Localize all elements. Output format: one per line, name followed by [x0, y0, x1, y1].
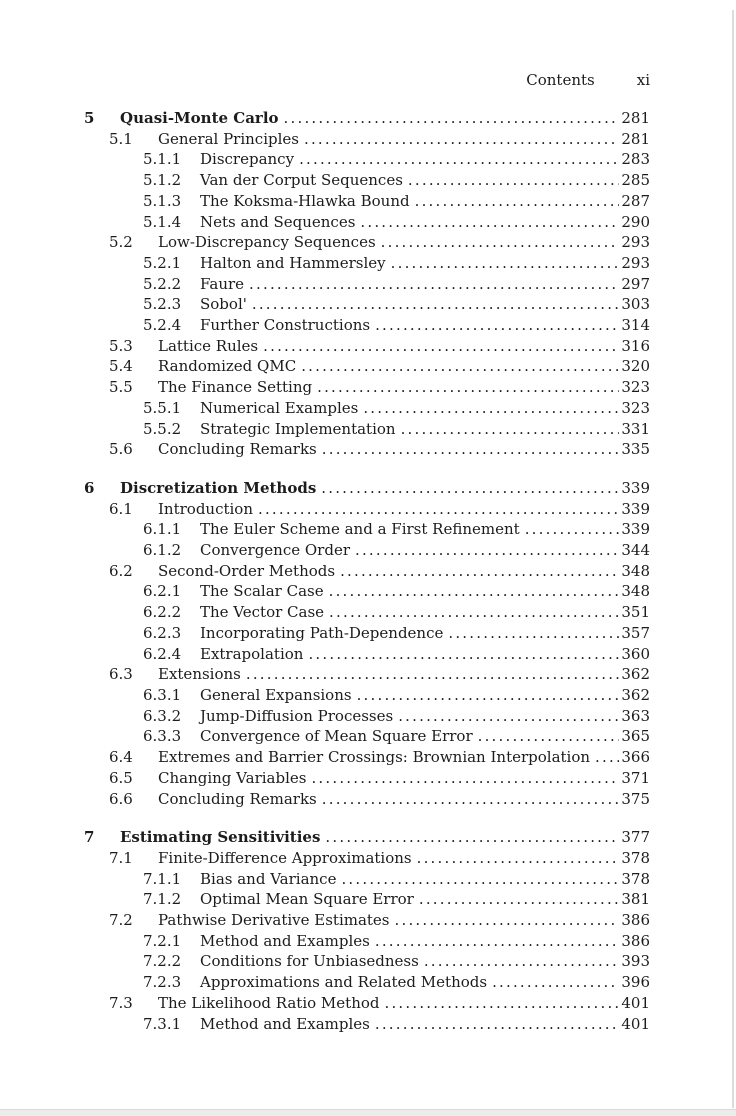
toc-entry-page: 351: [621, 603, 650, 622]
toc-entry-title: Sobol': [200, 295, 247, 314]
toc-row-section-6.3: [84, 664, 650, 685]
toc-entry-title: Conditions for Unbiasedness: [200, 952, 419, 971]
toc-entry-title: Optimal Mean Square Error: [200, 890, 414, 909]
toc-entry-page: 287: [621, 191, 650, 210]
toc-entry-number: 5.1.4: [143, 212, 182, 231]
toc-row-section-5.1.3: [84, 191, 650, 212]
dot-leader: [299, 149, 619, 170]
toc-row-section-6.2.2: [84, 602, 650, 623]
dot-leader: [448, 623, 619, 644]
toc-row-section-5.1.4: [84, 212, 650, 233]
toc-entry-number: 7: [84, 828, 95, 847]
toc-row-section-7.2.3: [84, 972, 650, 993]
toc-row-section-7.2.2: [84, 951, 650, 972]
toc-entry-title: Bias and Variance: [200, 869, 337, 888]
dot-leader: [375, 1014, 620, 1035]
toc-row-section-5.2.3: [84, 294, 650, 315]
toc-entry-title: Discrepancy: [200, 150, 295, 169]
toc-row-section-7.1.2: [84, 889, 650, 910]
toc-entry-page: 357: [621, 623, 650, 642]
toc-entry-page: 339: [621, 478, 650, 497]
dot-leader: [492, 972, 619, 993]
toc-entry-page: 386: [621, 931, 650, 950]
toc-entry-number: 5.2: [109, 233, 133, 252]
dot-leader: [308, 644, 619, 665]
toc-entry-page: 363: [621, 706, 650, 725]
dot-leader: [417, 848, 620, 869]
toc-row-section-6.3.2: [84, 706, 650, 727]
dot-leader: [595, 747, 619, 768]
toc-entry-page: 365: [621, 727, 650, 746]
toc-entry-page: 371: [621, 768, 650, 787]
toc-entry-page: 335: [621, 440, 650, 459]
toc-row-section-6.1.2: [84, 540, 650, 561]
toc-entry-title: Halton and Hammersley: [200, 253, 386, 272]
toc-entry-number: 7.2: [109, 911, 133, 930]
toc-entry-page: 285: [621, 171, 650, 190]
toc-entry-page: 323: [621, 378, 650, 397]
toc-row-section-6.6: [84, 789, 650, 810]
toc-entry-number: 7.1: [109, 848, 133, 867]
toc-entry-title: Extrapolation: [200, 644, 304, 663]
dot-leader: [263, 336, 619, 357]
toc-row-section-6.3.3: [84, 726, 650, 747]
dot-leader: [408, 170, 619, 191]
toc-entry-title: Discretization Methods: [120, 478, 317, 497]
toc-entry-page: 339: [621, 520, 650, 539]
toc-entry-number: 6.3.1: [143, 685, 182, 704]
toc-entry-number: 6.3.3: [143, 727, 182, 746]
toc-entry-number: 6.2.2: [143, 603, 182, 622]
toc-row-section-5.6: [84, 439, 650, 460]
toc-row-section-5.2.2: [84, 274, 650, 295]
toc-entry-page: 393: [621, 952, 650, 971]
toc-entry-page: 331: [621, 419, 650, 438]
toc-row-chapter-7: [84, 827, 650, 848]
toc-entry-number: 5.2.2: [143, 274, 182, 293]
toc-entry-page: 377: [621, 828, 650, 847]
chapter-block-7: [84, 827, 650, 1034]
toc-entry-page: 344: [621, 541, 650, 560]
toc-row-section-5.1.2: [84, 170, 650, 191]
toc-entry-page: 316: [621, 336, 650, 355]
toc-entry-title: Van der Corput Sequences: [200, 171, 403, 190]
dot-leader: [317, 377, 619, 398]
toc-row-section-5.3: [84, 336, 650, 357]
toc-entry-page: 375: [621, 789, 650, 808]
table-of-contents: [84, 108, 650, 1034]
toc-entry-title: The Likelihood Ratio Method: [158, 993, 380, 1012]
toc-entry-title: Second-Order Methods: [158, 561, 336, 580]
toc-entry-page: 314: [621, 316, 650, 335]
toc-entry-number: 5.5.1: [143, 398, 182, 417]
toc-entry-number: 5.6: [109, 440, 133, 459]
toc-entry-number: 5: [84, 109, 95, 127]
toc-entry-page: 297: [621, 274, 650, 293]
dot-leader: [525, 519, 620, 540]
toc-entry-title: Jump-Diffusion Processes: [200, 706, 394, 725]
toc-entry-title: Concluding Remarks: [158, 789, 317, 808]
toc-row-section-5.1: [84, 129, 650, 150]
toc-entry-title: Estimating Sensitivities: [120, 828, 321, 847]
toc-row-chapter-6: [84, 478, 650, 499]
toc-row-section-5.2.1: [84, 253, 650, 274]
toc-entry-number: 6.2: [109, 561, 133, 580]
dot-leader: [284, 108, 620, 129]
toc-entry-number: 5.1.2: [143, 171, 182, 190]
right-scan-edge: [732, 10, 734, 1108]
toc-entry-page: 348: [621, 582, 650, 601]
toc-row-section-7.2: [84, 910, 650, 931]
toc-entry-page: 381: [621, 890, 650, 909]
toc-entry-page: 290: [621, 212, 650, 231]
toc-row-section-6.3.1: [84, 685, 650, 706]
toc-entry-page: 396: [621, 973, 650, 992]
dot-leader: [311, 768, 619, 789]
toc-entry-title: The Koksma-Hlawka Bound: [200, 191, 410, 210]
toc-row-section-5.5.2: [84, 419, 650, 440]
toc-entry-number: 5.5.2: [143, 419, 182, 438]
toc-entry-page: 281: [621, 109, 650, 127]
toc-entry-title: Faure: [200, 274, 245, 293]
toc-row-chapter-5: [84, 108, 650, 129]
toc-entry-number: 5.2.1: [143, 253, 182, 272]
toc-row-section-6.2: [84, 561, 650, 582]
toc-entry-number: 7.2.1: [143, 931, 182, 950]
toc-entry-number: 6.1: [109, 499, 133, 518]
toc-entry-number: 7.2.3: [143, 973, 182, 992]
toc-entry-number: 5.1: [109, 129, 133, 148]
dot-leader: [246, 664, 620, 685]
running-header-title: Contents: [526, 71, 595, 89]
toc-row-section-7.3: [84, 993, 650, 1014]
toc-row-section-5.4: [84, 356, 650, 377]
toc-entry-page: 401: [621, 1014, 650, 1033]
dot-leader: [322, 789, 620, 810]
toc-entry-title: Quasi-Monte Carlo: [120, 109, 279, 127]
toc-entry-number: 7.3: [109, 993, 133, 1012]
dot-leader: [357, 685, 620, 706]
toc-entry-number: 6.3.2: [143, 706, 182, 725]
toc-entry-number: 6.1.2: [143, 541, 182, 560]
toc-entry-number: 6.2.3: [143, 623, 182, 642]
toc-row-section-6.1.1: [84, 519, 650, 540]
toc-entry-number: 5.4: [109, 357, 133, 376]
toc-row-section-7.2.1: [84, 931, 650, 952]
toc-entry-title: Numerical Examples: [200, 398, 359, 417]
dot-leader: [478, 726, 620, 747]
dot-leader: [329, 602, 619, 623]
toc-entry-page: 303: [621, 295, 650, 314]
toc-entry-title: Changing Variables: [158, 768, 307, 787]
toc-entry-title: Nets and Sequences: [200, 212, 356, 231]
toc-entry-number: 7.1.2: [143, 890, 182, 909]
page-number: xi: [636, 71, 650, 89]
toc-entry-title: Introduction: [158, 499, 253, 518]
toc-entry-number: 5.5: [109, 378, 133, 397]
toc-entry-title: Approximations and Related Methods: [200, 973, 488, 992]
dot-leader: [304, 129, 619, 150]
toc-entry-number: 6: [84, 478, 95, 497]
dot-leader: [415, 191, 620, 212]
toc-row-section-5.5: [84, 377, 650, 398]
chapter-block-6: [84, 478, 650, 809]
toc-entry-number: 6.5: [109, 768, 133, 787]
dot-leader: [391, 253, 620, 274]
toc-row-section-6.4: [84, 747, 650, 768]
toc-entry-title: Incorporating Path-Dependence: [200, 623, 444, 642]
toc-entry-title: Low-Discrepancy Sequences: [158, 233, 376, 252]
toc-entry-title: The Vector Case: [200, 603, 325, 622]
toc-entry-page: 378: [621, 869, 650, 888]
toc-row-section-7.3.1: [84, 1014, 650, 1035]
toc-row-section-7.1: [84, 848, 650, 869]
toc-entry-number: 5.1.3: [143, 191, 182, 210]
toc-entry-page: 281: [621, 129, 650, 148]
toc-entry-title: Strategic Implementation: [200, 419, 396, 438]
dot-leader: [424, 951, 620, 972]
toc-entry-title: Convergence of Mean Square Error: [200, 727, 473, 746]
toc-entry-page: 339: [621, 499, 650, 518]
toc-entry-page: 362: [621, 665, 650, 684]
toc-entry-page: 366: [621, 748, 650, 767]
toc-entry-page: 378: [621, 848, 650, 867]
bottom-scan-edge: [0, 1109, 736, 1116]
toc-entry-title: Finite-Difference Approximations: [158, 848, 412, 867]
dot-leader: [325, 827, 619, 848]
toc-row-section-6.2.3: [84, 623, 650, 644]
toc-entry-number: 7.3.1: [143, 1014, 182, 1033]
toc-row-section-6.2.1: [84, 581, 650, 602]
dot-leader: [395, 910, 620, 931]
toc-entry-title: General Principles: [158, 129, 299, 148]
toc-entry-number: 6.4: [109, 748, 133, 767]
toc-entry-title: Method and Examples: [200, 1014, 370, 1033]
toc-row-section-5.2.4: [84, 315, 650, 336]
dot-leader: [322, 439, 620, 460]
toc-entry-title: General Expansions: [200, 685, 352, 704]
dot-leader: [419, 889, 620, 910]
dot-leader: [363, 398, 619, 419]
dot-leader: [398, 706, 619, 727]
running-header: [84, 71, 650, 89]
toc-entry-title: Convergence Order: [200, 541, 350, 560]
toc-entry-page: 386: [621, 911, 650, 930]
dot-leader: [340, 561, 619, 582]
toc-entry-page: 401: [621, 993, 650, 1012]
toc-entry-page: 362: [621, 685, 650, 704]
toc-row-section-5.2: [84, 232, 650, 253]
dot-leader: [329, 581, 620, 602]
dot-leader: [401, 419, 620, 440]
toc-entry-number: 6.2.1: [143, 582, 182, 601]
dot-leader: [258, 499, 619, 520]
dot-leader: [341, 869, 619, 890]
toc-entry-title: Randomized QMC: [158, 357, 297, 376]
toc-entry-number: 6.6: [109, 789, 133, 808]
toc-row-section-5.5.1: [84, 398, 650, 419]
dot-leader: [360, 212, 619, 233]
toc-row-section-7.1.1: [84, 869, 650, 890]
dot-leader: [355, 540, 619, 561]
dot-leader: [375, 931, 620, 952]
toc-entry-number: 6.3: [109, 665, 133, 684]
dot-leader: [321, 478, 619, 499]
toc-entry-title: The Euler Scheme and a First Refinement: [200, 520, 520, 539]
toc-row-section-6.1: [84, 499, 650, 520]
toc-entry-number: 5.1.1: [143, 150, 182, 169]
toc-entry-title: The Finance Setting: [158, 378, 313, 397]
dot-leader: [384, 993, 619, 1014]
dot-leader: [381, 232, 620, 253]
toc-entry-page: 293: [621, 233, 650, 252]
toc-entry-number: 5.2.4: [143, 316, 182, 335]
toc-entry-title: The Scalar Case: [200, 582, 324, 601]
toc-entry-number: 7.2.2: [143, 952, 182, 971]
toc-row-section-6.5: [84, 768, 650, 789]
toc-entry-page: 360: [621, 644, 650, 663]
toc-entry-number: 6.1.1: [143, 520, 182, 539]
toc-entry-number: 7.1.1: [143, 869, 182, 888]
toc-row-section-5.1.1: [84, 149, 650, 170]
toc-entry-title: Further Constructions: [200, 316, 371, 335]
toc-entry-title: Extensions: [158, 665, 241, 684]
toc-entry-title: Lattice Rules: [158, 336, 259, 355]
toc-entry-number: 5.2.3: [143, 295, 182, 314]
dot-leader: [252, 294, 619, 315]
chapter-block-5: [84, 108, 650, 460]
dot-leader: [301, 356, 619, 377]
toc-entry-page: 323: [621, 398, 650, 417]
toc-entry-title: Method and Examples: [200, 931, 370, 950]
toc-entry-number: 5.3: [109, 336, 133, 355]
toc-entry-title: Extremes and Barrier Crossings: Brownian Interpolation: [158, 748, 591, 767]
dot-leader: [249, 274, 619, 295]
dot-leader: [375, 315, 619, 336]
toc-entry-page: 293: [621, 253, 650, 272]
toc-entry-page: 348: [621, 561, 650, 580]
toc-entry-title: Concluding Remarks: [158, 440, 317, 459]
toc-entry-page: 320: [621, 357, 650, 376]
toc-entry-number: 6.2.4: [143, 644, 182, 663]
toc-entry-page: 283: [621, 150, 650, 169]
toc-row-section-6.2.4: [84, 644, 650, 665]
toc-entry-title: Pathwise Derivative Estimates: [158, 911, 390, 930]
